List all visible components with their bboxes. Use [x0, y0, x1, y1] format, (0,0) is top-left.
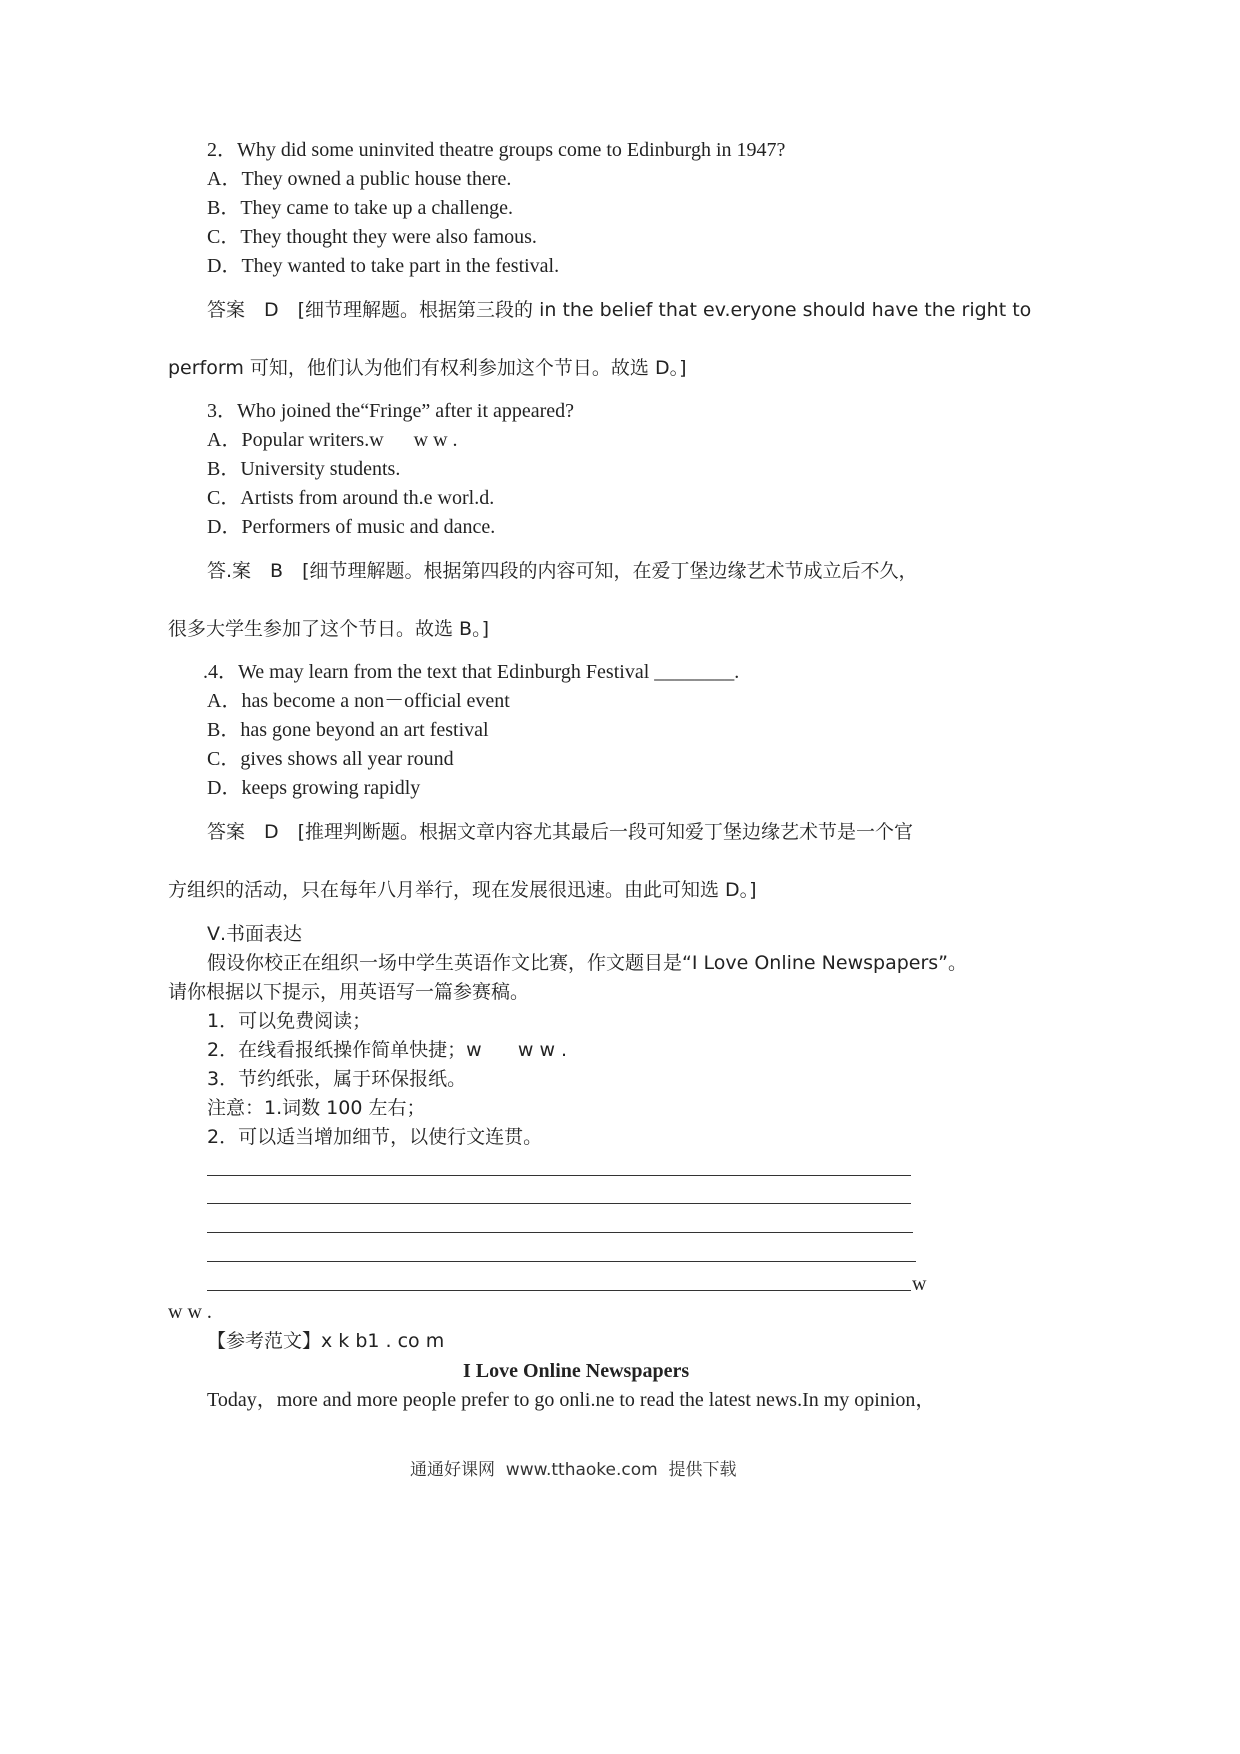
q3-answer-line2: 很多大学生参加了这个节日。故选 B。] [168, 618, 489, 640]
q2-answer-line1: 答案 D [细节理解题。根据第三段的 in the belief that ev.eryone should have the right to [207, 299, 1032, 321]
answer-blank-line [207, 1175, 911, 1176]
writing-section-heading: Ⅴ.书面表达 [207, 923, 303, 945]
q4-answer-line2: 方组织的活动，只在每年八月举行，现在发展很迅速。由此可知选 D。] [168, 879, 757, 901]
sample-essay-first-line: Today，more and more people prefer to go onli.ne to read the latest news.In my opinion， [207, 1389, 936, 1411]
writing-note-1: 注意：1.词数 100 左右； [207, 1097, 426, 1119]
watermark-text-ww: w w . [168, 1301, 212, 1323]
q3-option-a: A．Popular writers.w w w . [207, 429, 458, 451]
q2-option-b: B．They came to take up a challenge. [207, 197, 513, 219]
answer-blank-line [207, 1232, 913, 1233]
writing-point-2: 2．在线看报纸操作简单快捷；w w w . [207, 1039, 568, 1061]
q2-answer-line2: perform 可知，他们认为他们有权利参加这个节日。故选 D。] [168, 357, 687, 379]
q2-option-d: D．They wanted to take part in the festival. [207, 255, 560, 277]
writing-point-1: 1．可以免费阅读； [207, 1010, 372, 1032]
sample-essay-label: 【参考范文】x k b1 . co m [207, 1330, 445, 1352]
q4-option-b: B．has gone beyond an art festival [207, 719, 489, 741]
q4-answer-line1: 答案 D [推理判断题。根据文章内容尤其最后一段可知爱丁堡边缘艺术节是一个官 [207, 821, 914, 843]
watermark-text-w: w [912, 1273, 927, 1295]
answer-blank-line [207, 1261, 916, 1262]
page-footer: 通通好课网 www.tthaoke.com 提供下载 [410, 1460, 737, 1480]
writing-intro-line1: 假设你校正在组织一场中学生英语作文比赛，作文题目是“I Love Online Newspapers”。 [207, 952, 968, 974]
question-3-stem: 3．Who joined the“Fringe” after it appeared? [207, 400, 575, 422]
q3-option-c: C．Artists from around th.e worl.d. [207, 487, 495, 509]
q3-option-b: B．University students. [207, 458, 401, 480]
question-4-stem: .4．We may learn from the text that Edinburgh Festival ________. [203, 661, 740, 683]
answer-blank-line [207, 1290, 911, 1291]
q4-option-d: D．keeps growing rapidly [207, 777, 421, 799]
writing-note-2: 2．可以适当增加细节，以使行文连贯。 [207, 1126, 543, 1148]
q2-option-c: C．They thought they were also famous. [207, 226, 537, 248]
q4-option-a: A．has become a non－official event [207, 690, 510, 712]
q2-option-a: A．They owned a public house there. [207, 168, 512, 190]
q3-answer-line1: 答.案 B [细节理解题。根据第四段的内容可知，在爱丁堡边缘艺术节成立后不久， [207, 560, 918, 582]
writing-point-3: 3．节约纸张，属于环保报纸。 [207, 1068, 467, 1090]
q3-option-d: D．Performers of music and dance. [207, 516, 496, 538]
question-2-stem: 2．Why did some uninvited theatre groups come to Edinburgh in 1947? [207, 139, 786, 161]
answer-blank-line [207, 1203, 911, 1204]
q4-option-c: C．gives shows all year round [207, 748, 454, 770]
sample-essay-title: I Love Online Newspapers [463, 1360, 690, 1382]
writing-intro-line2: 请你根据以下提示，用英语写一篇参赛稿。 [168, 981, 530, 1003]
